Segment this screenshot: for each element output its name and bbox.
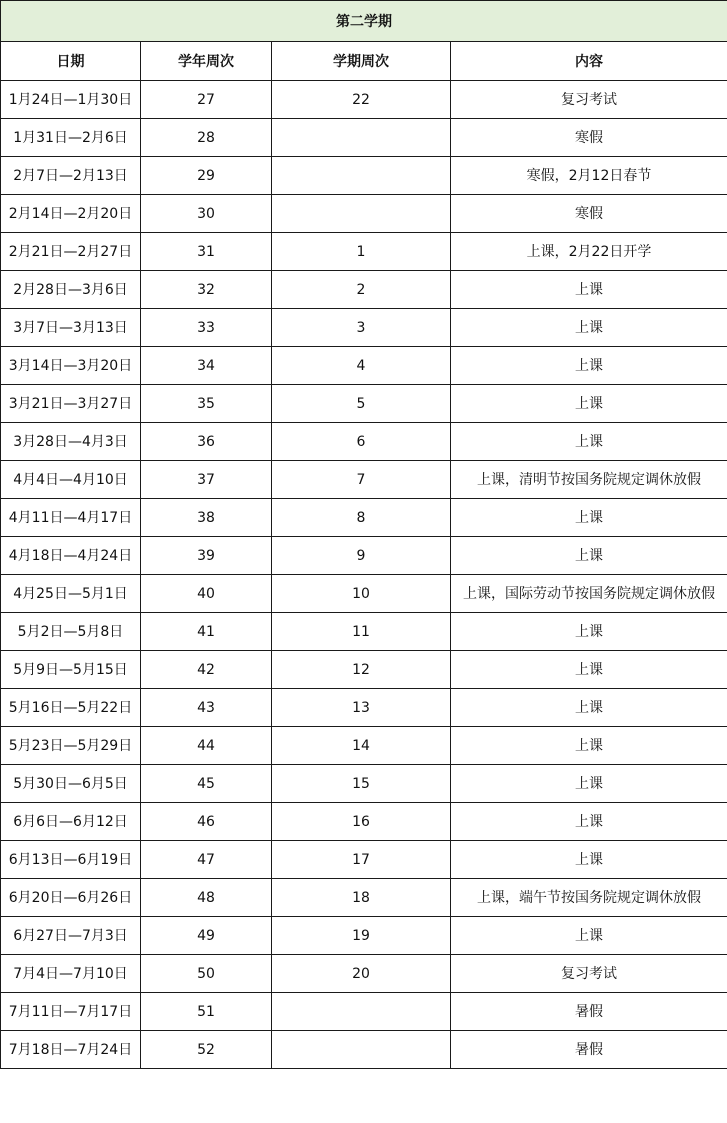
content-cell: 上课，端午节按国务院规定调休放假: [451, 879, 727, 917]
school-year-week-cell: 40: [141, 575, 272, 613]
semester-week-cell: 9: [272, 537, 451, 575]
content-cell: 上课: [451, 499, 727, 537]
content-cell: 上课: [451, 841, 727, 879]
table-row: [1, 765, 727, 803]
school-year-week-cell: 43: [141, 689, 272, 727]
date-cell: 3月28日—4月3日: [1, 423, 141, 461]
date-cell: 7月18日—7月24日: [1, 1031, 141, 1069]
semester-week-cell: [272, 993, 451, 1031]
school-year-week-cell: 36: [141, 423, 272, 461]
semester-week-cell: 2: [272, 271, 451, 309]
semester-week-cell: [272, 1031, 451, 1069]
date-cell: 6月13日—6月19日: [1, 841, 141, 879]
school-year-week-cell: 46: [141, 803, 272, 841]
header-row: [1, 42, 727, 81]
school-year-week-cell: 38: [141, 499, 272, 537]
date-cell: 3月14日—3月20日: [1, 347, 141, 385]
school-year-week-cell: 33: [141, 309, 272, 347]
semester-week-cell: 1: [272, 233, 451, 271]
date-cell: 2月21日—2月27日: [1, 233, 141, 271]
table-row: [1, 727, 727, 765]
table-row: [1, 841, 727, 879]
date-cell: 5月30日—6月5日: [1, 765, 141, 803]
content-cell: 上课: [451, 385, 727, 423]
school-year-week-cell: 52: [141, 1031, 272, 1069]
date-cell: 5月2日—5月8日: [1, 613, 141, 651]
table-title: 第二学期: [1, 1, 727, 42]
semester-week-cell: 14: [272, 727, 451, 765]
table-row: [1, 347, 727, 385]
table-row: [1, 917, 727, 955]
date-cell: 2月28日—3月6日: [1, 271, 141, 309]
content-cell: 上课: [451, 309, 727, 347]
table-row: [1, 651, 727, 689]
school-year-week-cell: 41: [141, 613, 272, 651]
table-row: [1, 1031, 727, 1069]
semester-week-cell: 15: [272, 765, 451, 803]
semester-week-cell: 13: [272, 689, 451, 727]
table-row: [1, 993, 727, 1031]
semester-week-cell: 8: [272, 499, 451, 537]
school-year-week-cell: 47: [141, 841, 272, 879]
semester-week-cell: 22: [272, 81, 451, 119]
school-year-week-cell: 32: [141, 271, 272, 309]
semester-week-cell: 20: [272, 955, 451, 993]
table-row: [1, 423, 727, 461]
content-cell: 上课: [451, 803, 727, 841]
table-row: [1, 575, 727, 613]
school-year-week-cell: 30: [141, 195, 272, 233]
semester-week-cell: 18: [272, 879, 451, 917]
table-row: [1, 613, 727, 651]
table-row: [1, 233, 727, 271]
semester-week-cell: 16: [272, 803, 451, 841]
school-year-week-cell: 34: [141, 347, 272, 385]
school-year-week-cell: 49: [141, 917, 272, 955]
semester-week-cell: 6: [272, 423, 451, 461]
table-row: [1, 157, 727, 195]
school-year-week-cell: 45: [141, 765, 272, 803]
table-row: [1, 81, 727, 119]
table-row: [1, 499, 727, 537]
table-row: [1, 879, 727, 917]
column-header-semester-week: 学期周次: [272, 42, 451, 81]
content-cell: 复习考试: [451, 955, 727, 993]
content-cell: 上课，清明节按国务院规定调休放假: [451, 461, 727, 499]
semester-week-cell: 3: [272, 309, 451, 347]
content-cell: 上课: [451, 613, 727, 651]
school-year-week-cell: 28: [141, 119, 272, 157]
content-cell: 暑假: [451, 993, 727, 1031]
table-row: [1, 385, 727, 423]
school-year-week-cell: 27: [141, 81, 272, 119]
date-cell: 7月11日—7月17日: [1, 993, 141, 1031]
content-cell: 上课: [451, 271, 727, 309]
table-row: [1, 119, 727, 157]
date-cell: 5月23日—5月29日: [1, 727, 141, 765]
column-header-date: 日期: [1, 42, 141, 81]
semester-week-cell: 17: [272, 841, 451, 879]
table-row: [1, 955, 727, 993]
content-cell: 上课: [451, 689, 727, 727]
semester-week-cell: [272, 195, 451, 233]
content-cell: 上课: [451, 917, 727, 955]
school-year-week-cell: 48: [141, 879, 272, 917]
content-cell: 上课: [451, 537, 727, 575]
school-year-week-cell: 44: [141, 727, 272, 765]
date-cell: 4月4日—4月10日: [1, 461, 141, 499]
content-cell: 上课: [451, 765, 727, 803]
school-year-week-cell: 31: [141, 233, 272, 271]
content-cell: 寒假，2月12日春节: [451, 157, 727, 195]
semester-week-cell: 7: [272, 461, 451, 499]
date-cell: 4月11日—4月17日: [1, 499, 141, 537]
table-row: [1, 195, 727, 233]
content-cell: 上课: [451, 651, 727, 689]
semester-week-cell: 19: [272, 917, 451, 955]
semester-week-cell: 11: [272, 613, 451, 651]
content-cell: 寒假: [451, 195, 727, 233]
school-year-week-cell: 29: [141, 157, 272, 195]
date-cell: 5月16日—5月22日: [1, 689, 141, 727]
date-cell: 7月4日—7月10日: [1, 955, 141, 993]
content-cell: 上课: [451, 347, 727, 385]
semester-week-cell: [272, 119, 451, 157]
date-cell: 1月24日—1月30日: [1, 81, 141, 119]
date-cell: 6月20日—6月26日: [1, 879, 141, 917]
column-header-school-year-week: 学年周次: [141, 42, 272, 81]
table-row: [1, 461, 727, 499]
table-row: [1, 689, 727, 727]
content-cell: 暑假: [451, 1031, 727, 1069]
table-row: [1, 309, 727, 347]
table-row: [1, 271, 727, 309]
date-cell: 5月9日—5月15日: [1, 651, 141, 689]
content-cell: 寒假: [451, 119, 727, 157]
table-body: [1, 81, 727, 1069]
content-cell: 上课，2月22日开学: [451, 233, 727, 271]
table-row: [1, 803, 727, 841]
date-cell: 4月18日—4月24日: [1, 537, 141, 575]
date-cell: 3月21日—3月27日: [1, 385, 141, 423]
semester-week-cell: [272, 157, 451, 195]
semester-week-cell: 5: [272, 385, 451, 423]
school-year-week-cell: 39: [141, 537, 272, 575]
content-cell: 复习考试: [451, 81, 727, 119]
column-header-content: 内容: [451, 42, 727, 81]
school-year-week-cell: 37: [141, 461, 272, 499]
date-cell: 6月6日—6月12日: [1, 803, 141, 841]
content-cell: 上课: [451, 423, 727, 461]
date-cell: 2月7日—2月13日: [1, 157, 141, 195]
school-year-week-cell: 35: [141, 385, 272, 423]
date-cell: 4月25日—5月1日: [1, 575, 141, 613]
date-cell: 6月27日—7月3日: [1, 917, 141, 955]
semester-week-cell: 12: [272, 651, 451, 689]
date-cell: 3月7日—3月13日: [1, 309, 141, 347]
table-row: [1, 537, 727, 575]
semester-week-cell: 4: [272, 347, 451, 385]
school-year-week-cell: 50: [141, 955, 272, 993]
semester-week-cell: 10: [272, 575, 451, 613]
content-cell: 上课: [451, 727, 727, 765]
date-cell: 2月14日—2月20日: [1, 195, 141, 233]
school-year-week-cell: 42: [141, 651, 272, 689]
title-row: [1, 1, 727, 42]
content-cell: 上课，国际劳动节按国务院规定调休放假: [451, 575, 727, 613]
school-year-week-cell: 51: [141, 993, 272, 1031]
date-cell: 1月31日—2月6日: [1, 119, 141, 157]
